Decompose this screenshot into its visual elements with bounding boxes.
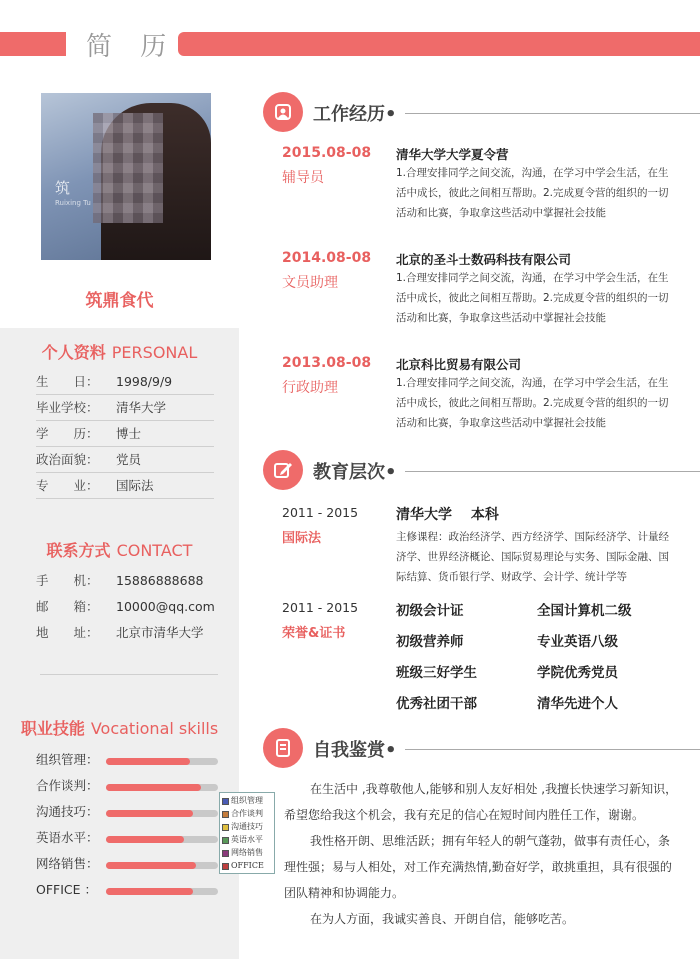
skill-bar-fill	[106, 888, 193, 895]
skill-bar-track	[106, 810, 218, 817]
skills-legend	[219, 792, 275, 874]
info-value: 党员	[116, 452, 142, 467]
self-eval-paragraph: 在生活中 ,我尊敬他人,能够和别人友好相处 ,我擅长快速学习新知识，希望您给我这个机会，我有充足的信心在短时间内胜任工作，谢谢。	[284, 782, 678, 822]
self-eval-title: 自我鉴赏•	[313, 740, 397, 761]
job-role: 文员助理	[282, 275, 338, 291]
skill-bar-fill	[106, 758, 190, 765]
contact-title: 联系方式 CONTACT	[46, 541, 193, 560]
legend-entry	[222, 820, 272, 833]
honor-label: 荣誉&证书	[282, 626, 346, 641]
job-description: 1.合理安排同学之间交流，沟通，在学习中学会生活，在生活中成长，彼此之间相互帮助。2.完成夏令营的组织的一切活动和比赛，争取拿这些活动中掌握社会技能	[396, 272, 669, 324]
legend-swatch	[222, 824, 229, 831]
skill-bar-fill	[106, 836, 184, 843]
job-company: 清华大学大学夏令营	[396, 147, 509, 162]
header-bar-left	[0, 32, 66, 56]
job-role: 辅导员	[282, 170, 324, 186]
profile-name: 筑鼎食代	[85, 291, 154, 311]
education-school: 清华大学 本科	[396, 507, 499, 523]
legend-label: 英语水平	[231, 835, 263, 844]
personal-title: 个人资料 PERSONAL	[41, 343, 198, 362]
honor-item: 学院优秀党员	[537, 665, 618, 681]
legend-entry	[222, 859, 272, 872]
education-course: 主修课程：政治经济学、西方经济学、国际经济学、计量经济学、世界经济概论、国际贸易理论与实务、国际金融、国际结算、货币银行学、财政学、会计学、统计学等	[396, 531, 669, 583]
skill-bar-track	[106, 862, 218, 869]
personal-info-row	[36, 369, 214, 395]
honor-item: 专业英语八级	[537, 634, 618, 650]
left-divider	[40, 674, 218, 675]
education-title: 教育层次•	[313, 462, 397, 483]
legend-swatch	[222, 811, 229, 818]
skill-label: OFFICE ：	[36, 882, 98, 897]
info-key: 专 业：	[36, 478, 99, 493]
info-key: 手 机：	[36, 573, 99, 588]
skill-bar-track	[106, 836, 218, 843]
resume-title: 简 历	[86, 32, 177, 62]
legend-entry	[222, 833, 272, 846]
job-description: 1.合理安排同学之间交流，沟通，在学习中学会生活，在生活中成长，彼此之间相互帮助。2.完成夏令营的组织的一切活动和比赛，争取拿这些活动中掌握社会技能	[396, 377, 669, 429]
info-value: 10000@qq.com	[116, 599, 215, 614]
job-company: 北京的圣斗士数码科技有限公司	[396, 252, 572, 267]
skill-bar-track	[106, 758, 218, 765]
skill-row	[36, 776, 226, 796]
skills-title: 职业技能 Vocational skills	[20, 719, 219, 738]
face-mosaic	[93, 113, 163, 223]
personal-info-row	[36, 447, 214, 473]
header-bar-right	[178, 32, 700, 56]
legend-entry	[222, 846, 272, 859]
job-date: 2014.08-08	[282, 250, 372, 266]
photo-watermark-small: Ruixing Tu	[55, 199, 91, 207]
job-role: 行政助理	[282, 380, 338, 396]
education-major: 国际法	[282, 531, 322, 546]
info-value: 清华大学	[116, 400, 167, 415]
info-key: 生 日：	[36, 374, 99, 389]
briefcase-icon	[263, 92, 303, 132]
info-value: 1998/9/9	[116, 374, 173, 389]
document-icon	[263, 728, 303, 768]
honor-item: 初级营养师	[396, 634, 464, 650]
personal-info-row	[36, 395, 214, 421]
honor-item: 全国计算机二级	[537, 603, 632, 619]
info-key: 学 历：	[36, 426, 99, 441]
skill-label: 合作谈判：	[36, 778, 99, 793]
work-title: 工作经历•	[313, 104, 397, 125]
contact-info-row	[36, 568, 214, 594]
honor-item: 清华先进个人	[537, 696, 618, 712]
skill-row	[36, 880, 226, 900]
photo-watermark: 筑	[55, 179, 71, 197]
contact-info-row	[36, 594, 214, 620]
info-value: 国际法	[116, 478, 154, 493]
personal-info-row	[36, 473, 214, 499]
skill-bar-fill	[106, 862, 196, 869]
skill-bar-fill	[106, 810, 193, 817]
skill-row	[36, 750, 226, 770]
honor-item: 优秀社团干部	[396, 696, 477, 712]
skill-label: 英语水平：	[36, 830, 99, 845]
info-value: 北京市清华大学	[116, 625, 204, 640]
profile-photo	[41, 93, 211, 260]
skill-label: 网络销售：	[36, 856, 99, 871]
legend-label: 网络销售	[231, 848, 263, 857]
skill-row	[36, 828, 226, 848]
legend-label: OFFICE	[231, 861, 264, 870]
self-eval-paragraph: 我性格开朗、思维活跃；拥有年轻人的朝气蓬勃，做事有责任心，条理性强；易与人相处，对工作充满热情,勤奋好学，敢挑重担，具有很强的团队精神和协调能力。	[284, 834, 672, 900]
legend-swatch	[222, 798, 229, 805]
legend-label: 合作谈判	[231, 809, 263, 818]
job-date: 2015.08-08	[282, 145, 372, 161]
pen-icon	[263, 450, 303, 490]
skill-bar-track	[106, 888, 218, 895]
job-description: 1.合理安排同学之间交流，沟通，在学习中学会生活，在生活中成长，彼此之间相互帮助。2.完成夏令营的组织的一切活动和比赛，争取拿这些活动中掌握社会技能	[396, 167, 669, 219]
info-value: 15886888688	[116, 573, 204, 588]
skill-row	[36, 802, 226, 822]
job-company: 北京科比贸易有限公司	[396, 357, 522, 372]
personal-info-row	[36, 421, 214, 447]
education-date: 2011 - 2015	[282, 505, 359, 520]
info-key: 政治面貌：	[36, 452, 99, 467]
skill-label: 组织管理：	[36, 752, 99, 767]
legend-swatch	[222, 837, 229, 844]
skill-row	[36, 854, 226, 874]
honor-date: 2011 - 2015	[282, 600, 359, 615]
skill-bar-track	[106, 784, 218, 791]
self-eval-paragraph: 在为人方面，我诚实善良、开朗自信，能够吃苦。	[310, 912, 575, 926]
contact-info-row	[36, 620, 214, 646]
info-key: 邮 箱：	[36, 599, 99, 614]
honor-item: 初级会计证	[396, 603, 464, 619]
info-key: 毕业学校：	[36, 400, 99, 415]
legend-label: 组织管理	[231, 796, 263, 805]
legend-swatch	[222, 863, 229, 870]
skill-label: 沟通技巧：	[36, 804, 99, 819]
info-value: 博士	[116, 426, 142, 441]
legend-entry	[222, 807, 272, 820]
job-date: 2013.08-08	[282, 355, 372, 371]
legend-label: 沟通技巧	[231, 822, 263, 831]
legend-swatch	[222, 850, 229, 857]
info-key: 地 址：	[36, 625, 99, 640]
legend-entry	[222, 794, 272, 807]
skill-bar-fill	[106, 784, 201, 791]
honor-item: 班级三好学生	[396, 665, 477, 681]
